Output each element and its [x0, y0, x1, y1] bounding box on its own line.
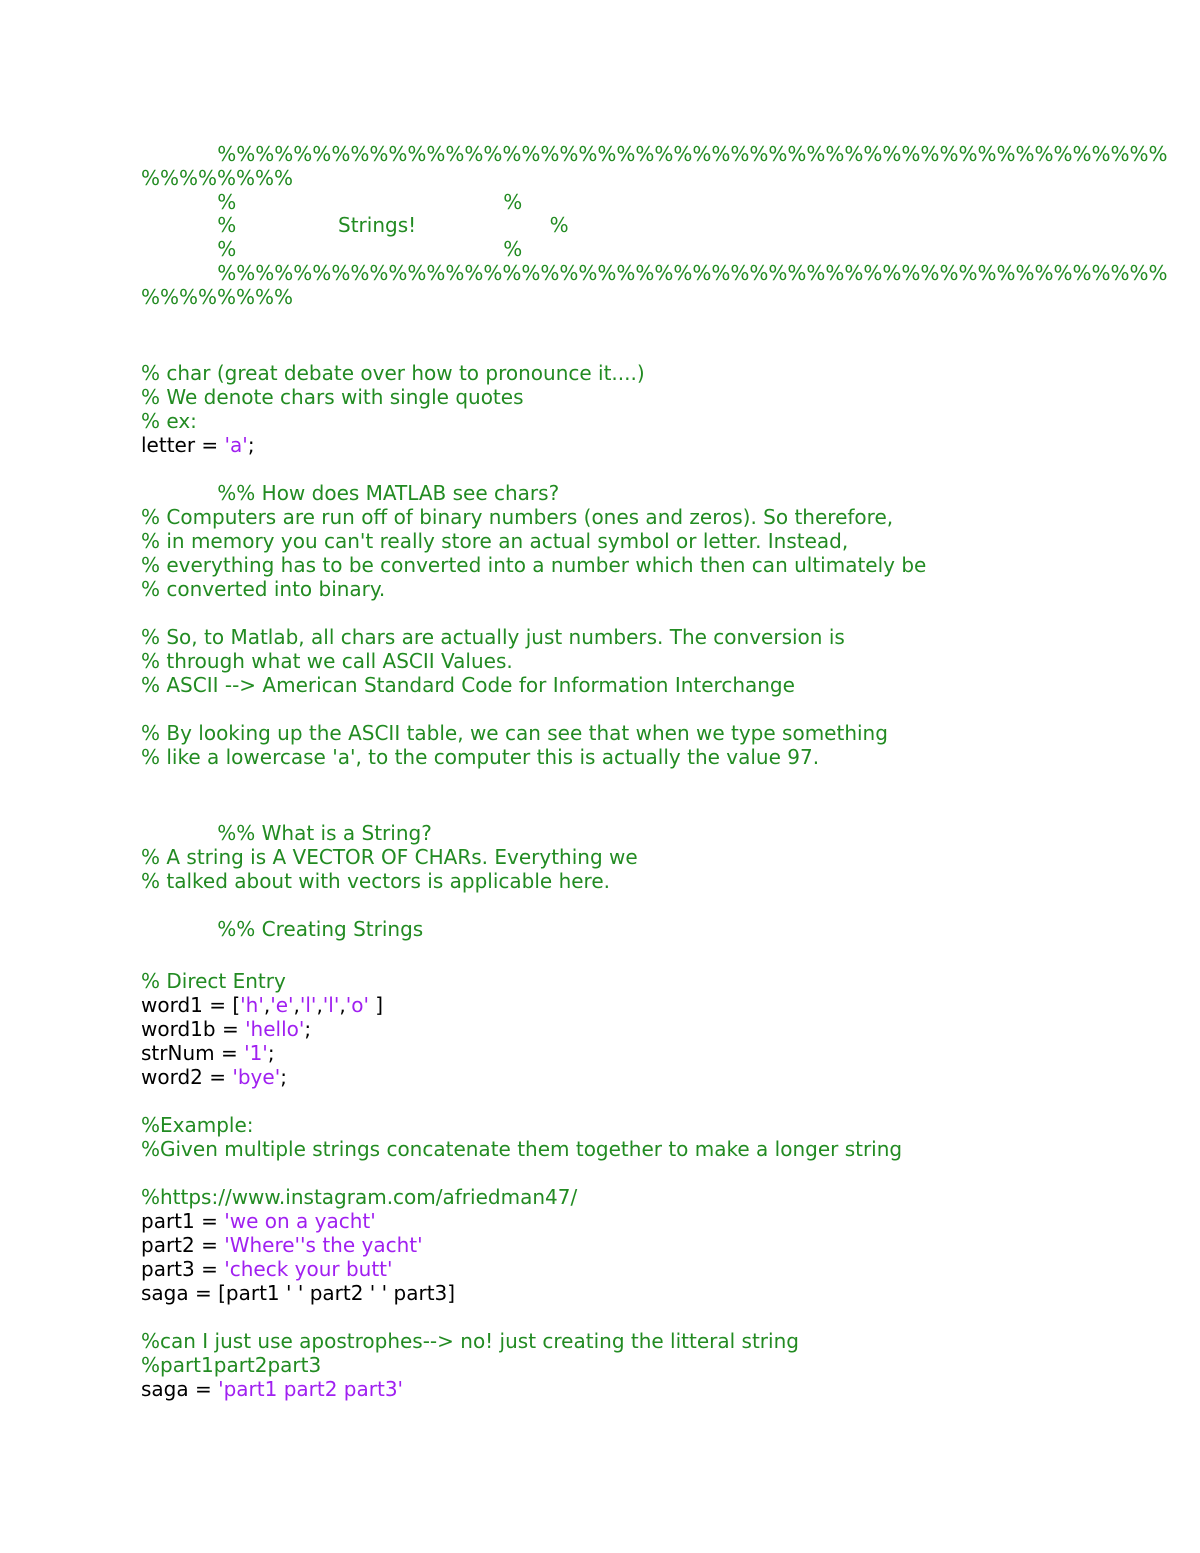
section-heading — [141, 821, 432, 845]
comment-line — [141, 1185, 577, 1209]
string-literal: 'a' — [224, 433, 248, 457]
banner-top-wrap — [141, 166, 293, 190]
banner-side — [141, 190, 522, 214]
string-literal: 'check your butt' — [224, 1257, 393, 1281]
comment-text: %%%%%%%% — [141, 285, 294, 309]
comment-text: % % — [141, 237, 523, 261]
code-line — [141, 1377, 403, 1401]
code-line — [141, 1257, 393, 1281]
banner-bottom — [141, 261, 1167, 285]
string-literal: 'we on a yacht' — [224, 1209, 376, 1233]
comment-line — [141, 577, 385, 601]
code-line — [141, 1041, 275, 1065]
string-literal: 'o' — [345, 993, 369, 1017]
comment-text: % everything has to be converted into a number which then can ultimately be — [141, 553, 927, 577]
code-text: letter = — [141, 433, 225, 457]
comment-text: %Example: — [141, 1113, 254, 1137]
string-literal: 'e' — [270, 993, 294, 1017]
comment-text: %% How does MATLAB see chars? — [141, 481, 560, 505]
code-text: strNum = — [141, 1041, 245, 1065]
code-text: word1 = [ — [141, 993, 241, 1017]
comment-line — [141, 845, 638, 869]
comment-line — [141, 385, 524, 409]
comment-text: % char (great debate over how to pronounce it....) — [141, 361, 645, 385]
comment-line — [141, 745, 819, 769]
code-line — [141, 1065, 287, 1089]
comment-line — [141, 1329, 799, 1353]
code-line — [141, 1017, 311, 1041]
code-text: , — [316, 993, 323, 1017]
code-text: ] — [368, 993, 384, 1017]
code-text: , — [339, 993, 346, 1017]
code-text: word2 = — [141, 1065, 233, 1089]
comment-text: %part1part2part3 — [141, 1353, 322, 1377]
comment-line — [141, 649, 513, 673]
string-literal: 'l' — [322, 993, 340, 1017]
section-heading — [141, 481, 559, 505]
comment-text: % converted into binary. — [141, 577, 386, 601]
code-text: ; — [304, 1017, 312, 1041]
code-line — [141, 433, 255, 457]
string-literal: 'h' — [240, 993, 264, 1017]
comment-line — [141, 529, 848, 553]
banner-bottom-wrap — [141, 285, 293, 309]
code-text: saga = — [141, 1377, 219, 1401]
code-line — [141, 1209, 376, 1233]
comment-text: % ex: — [141, 409, 197, 433]
comment-text: % Direct Entry — [141, 969, 286, 993]
code-text: ; — [280, 1065, 287, 1089]
code-text: saga = [part1 ' ' part2 ' ' part3] — [141, 1281, 456, 1305]
code-text: word1b = — [141, 1017, 246, 1041]
string-literal: 'l' — [299, 993, 317, 1017]
comment-text: % By looking up the ASCII table, we can see that when we type something — [141, 721, 888, 745]
string-literal: 'bye' — [232, 1065, 281, 1089]
comment-text: % We denote chars with single quotes — [141, 385, 524, 409]
code-text: part2 = — [141, 1233, 225, 1257]
comment-line — [141, 1353, 321, 1377]
string-literal: 'hello' — [245, 1017, 305, 1041]
code-text: , — [263, 993, 271, 1017]
code-text: ; — [247, 433, 255, 457]
comment-line — [141, 1113, 254, 1137]
comment-text: % through what we call ASCII Values. — [141, 649, 513, 673]
comment-text: %%%%%%%%%%%%%%%%%%%%%%%%%%%%%%%%%%%%%%%%%%%%%%%%%% — [141, 261, 1168, 285]
comment-text: %% Creating Strings — [141, 917, 424, 941]
string-literal: '1' — [244, 1041, 268, 1065]
code-line — [141, 993, 383, 1017]
code-text: part1 = — [141, 1209, 225, 1233]
comment-line — [141, 969, 286, 993]
comment-line — [141, 1137, 902, 1161]
comment-line — [141, 869, 610, 893]
comment-line — [141, 361, 645, 385]
comment-line — [141, 505, 893, 529]
comment-text: % Computers are run off of binary numbers (ones and zeros). So therefore, — [141, 505, 894, 529]
comment-line — [141, 553, 926, 577]
comment-text: % talked about with vectors is applicable here. — [141, 869, 610, 893]
comment-text: %% What is a String? — [141, 821, 432, 845]
comment-text: % So, to Matlab, all chars are actually just numbers. The conversion is — [141, 625, 845, 649]
code-line — [141, 1281, 455, 1305]
comment-text: %Given multiple strings concatenate them together to make a longer string — [141, 1137, 903, 1161]
banner-side — [141, 237, 522, 261]
comment-text: %can I just use apostrophes--> no! just creating the litteral string — [141, 1329, 799, 1353]
string-literal: 'Where''s the yacht' — [224, 1233, 423, 1257]
comment-text: %https://www.instagram.com/afriedman47/ — [141, 1185, 578, 1209]
banner-title — [141, 213, 569, 237]
comment-line — [141, 409, 197, 433]
banner-top — [141, 142, 1167, 166]
code-text: , — [293, 993, 300, 1017]
comment-text: %%%%%%%% — [141, 166, 294, 190]
comment-text: % A string is A VECTOR OF CHARs. Everything we — [141, 845, 638, 869]
section-heading — [141, 917, 423, 941]
comment-line — [141, 721, 888, 745]
code-text: ; — [267, 1041, 275, 1065]
comment-text: % ASCII --> American Standard Code for Information Interchange — [141, 673, 795, 697]
comment-line — [141, 625, 845, 649]
comment-text: % like a lowercase 'a', to the computer this is actually the value 97. — [141, 745, 820, 769]
comment-text: % % — [141, 190, 523, 214]
comment-text: %%%%%%%%%%%%%%%%%%%%%%%%%%%%%%%%%%%%%%%%%%%%%%%%%% — [141, 142, 1168, 166]
comment-text: % in memory you can't really store an actual symbol or letter. Instead, — [141, 529, 849, 553]
code-text: part3 = — [141, 1257, 225, 1281]
comment-line — [141, 673, 795, 697]
comment-text: % Strings! % — [141, 213, 569, 237]
string-literal: 'part1 part2 part3' — [218, 1377, 404, 1401]
code-line — [141, 1233, 423, 1257]
